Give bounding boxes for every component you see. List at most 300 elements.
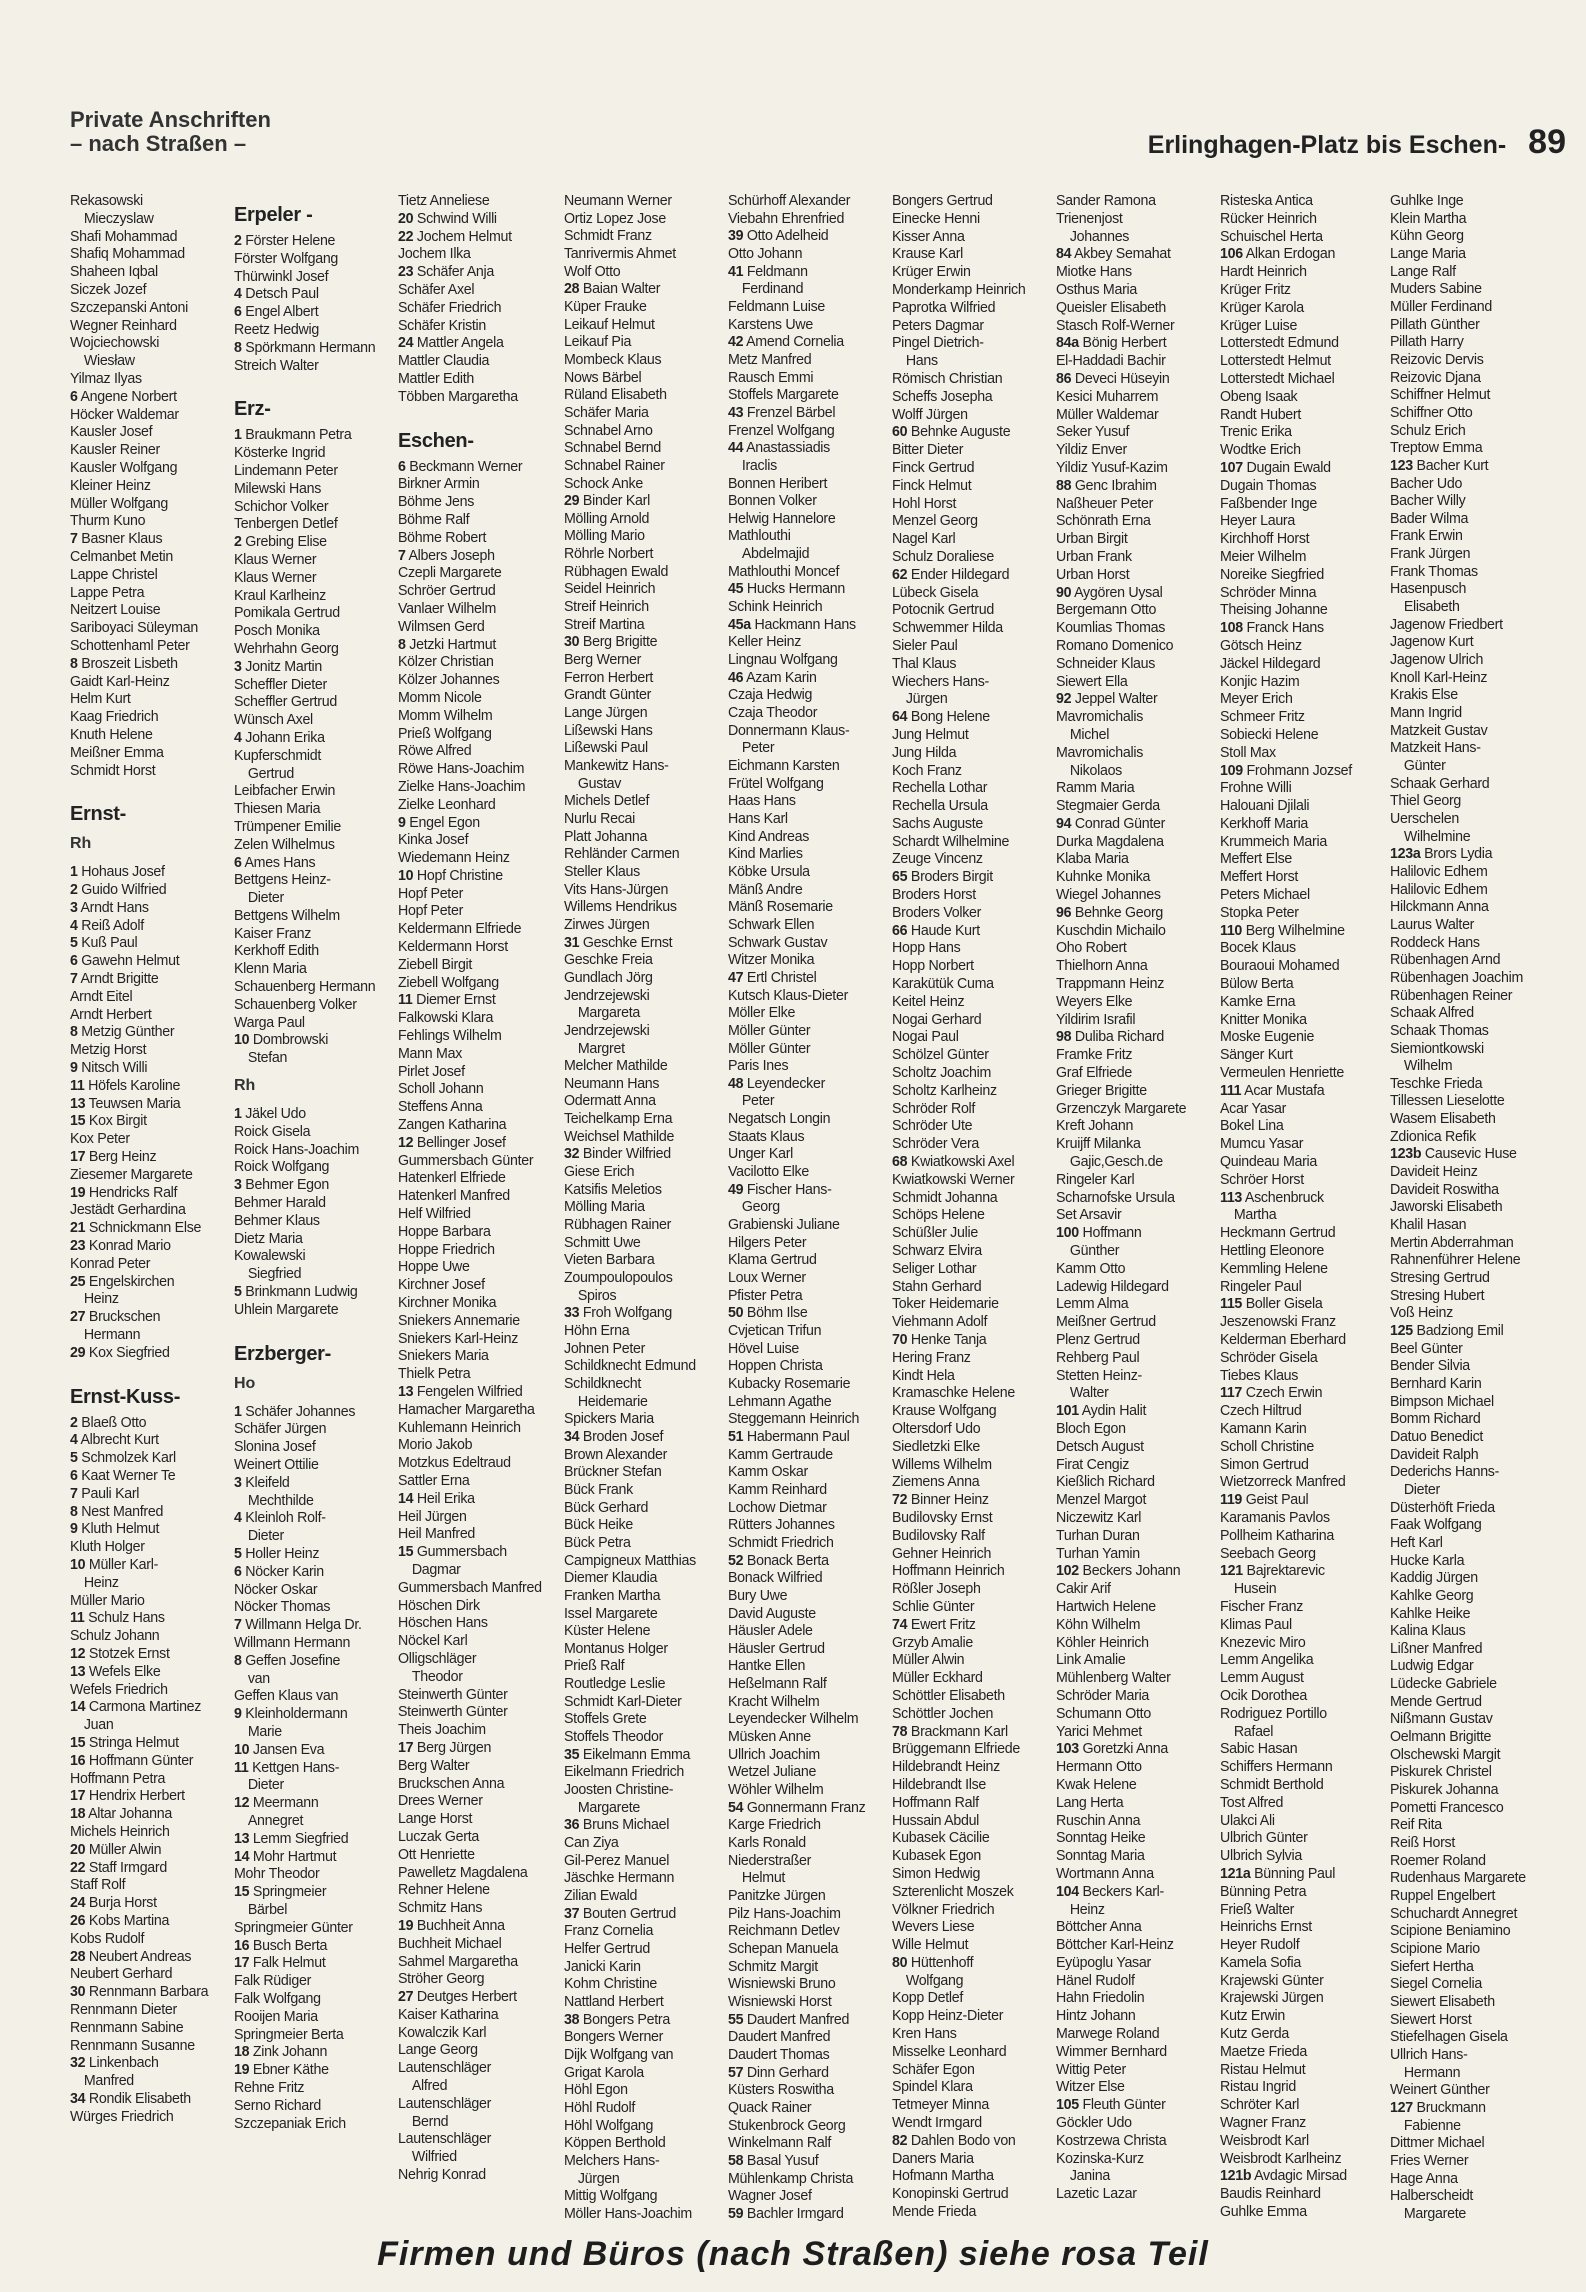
resident-name: Halouani Djilali [1220,798,1310,815]
resident-entry [1220,193,1380,211]
resident-entry [1056,1029,1216,1047]
resident-name: Mende Frieda [892,2204,977,2221]
resident-name: Dietz Maria [234,1230,303,1247]
resident-entry [1056,442,1216,460]
resident-name: Leibfacher Erwin [234,783,336,800]
resident-entry [234,926,394,944]
resident-entry [1220,407,1380,425]
resident-entry [564,1941,724,1959]
resident-entry [1390,1941,1550,1959]
resident-entry [398,1562,558,1580]
resident-entry [892,727,1052,745]
resident-entry [728,1764,888,1782]
directory-column [892,193,1054,2222]
resident-name: Arndt Eitel [70,988,133,1005]
resident-name: Tanrivermis Ahmet [564,245,676,262]
house-number: 20 [70,1841,86,1858]
resident-name: Nöcker Oskar [234,1581,318,1598]
resident-entry [234,340,394,358]
resident-entry [1390,1235,1550,1253]
resident-name: Bomm Richard [1390,1411,1481,1428]
resident-name: Krüger Fritz [1220,281,1291,298]
resident-name: Firat Cengiz [1056,1456,1130,1473]
resident-entry [1220,1136,1380,1154]
resident-name: Zink Johann [252,2044,328,2061]
resident-entry [1056,318,1216,336]
resident-name: Kox Peter [70,1131,130,1148]
resident-name: Keldermann Elfriede [398,921,522,938]
resident-entry [1056,2186,1216,2204]
resident-entry [70,2038,230,2056]
resident-name: Krummeich Maria [1220,833,1327,850]
house-number: 117 [1220,1385,1243,1402]
resident-entry [1056,585,1216,603]
resident-name: Leyendecker [746,1075,826,1092]
resident-name: Bück Gerhard [564,1499,649,1516]
resident-entry [1390,1676,1550,1694]
resident-name: Juan [83,1717,114,1734]
resident-entry [1220,2151,1380,2169]
resident-name: Pollheim Katharina [1220,1527,1335,1544]
resident-entry [70,2002,230,2020]
resident-entry [564,1252,724,1270]
resident-entry [1390,1588,1550,1606]
resident-name: Kamm Otto [1056,1260,1126,1277]
resident-entry [892,834,1052,852]
resident-entry [70,371,230,389]
resident-name: Paprotka Wilfried [892,299,996,316]
resident-entry [564,493,724,511]
resident-entry [564,864,724,882]
resident-entry [1390,1482,1550,1500]
resident-name: Yarici Mehmet [1056,1723,1142,1740]
resident-name: Queisler Elisabeth [1056,299,1167,316]
resident-name: Fleuth Günter [1082,2097,1166,2114]
resident-entry [70,1895,230,1913]
house-number: 47 [728,969,744,986]
resident-entry [1390,1747,1550,1765]
resident-name: Bettgens Wilhelm [234,907,340,924]
resident-name: Lochow Dietmar [728,1499,827,1516]
resident-entry [728,1164,888,1182]
resident-name: Wevers Liese [892,1919,975,1936]
resident-entry [564,1058,724,1076]
resident-entry [70,211,230,229]
resident-entry [728,1447,888,1465]
resident-name: Schröder Ute [892,1118,973,1135]
resident-entry [728,1835,888,1853]
resident-name: Böhme Jens [398,494,475,511]
resident-name: Heil Manfred [398,1526,476,1543]
resident-entry [892,2044,1052,2062]
street-heading: Erzberger- [234,1342,332,1365]
resident-name: Aygören Uysal [1074,584,1163,601]
resident-name: Rübenhagen Joachim [1390,969,1523,986]
resident-name: Hoffmann Petra [70,1770,166,1787]
resident-entry [892,282,1052,300]
resident-entry [1390,1923,1550,1941]
resident-name: Stoll Max [1220,744,1276,761]
resident-name: Roemer Roland [1390,1852,1486,1869]
resident-entry [1220,1635,1380,1653]
resident-name: Sniekers Annemarie [398,1312,520,1329]
resident-entry [892,2133,1052,2151]
resident-name: Dugain Thomas [1220,477,1317,494]
resident-entry [398,1028,558,1046]
resident-name: Klenn Maria [234,961,307,978]
resident-entry [1390,493,1550,511]
resident-entry [234,1439,394,1457]
resident-entry [1390,882,1550,900]
resident-name: Nöckel Karl [398,1633,468,1650]
resident-entry [234,1991,394,2009]
resident-name: Siewert Horst [1390,2011,1472,2028]
resident-name: Kutz Gerda [1220,2026,1289,2043]
house-number: 100 [1056,1225,1079,1242]
resident-entry [1390,2029,1550,2047]
resident-entry [1220,513,1380,531]
resident-entry [70,620,230,638]
resident-entry [1220,2168,1380,2186]
resident-name: Engelskirchen [88,1273,175,1290]
house-number: 8 [70,1503,78,1520]
resident-name: Lemm Siegfried [252,1830,349,1847]
resident-entry [70,567,230,585]
resident-name: Peter [741,740,775,757]
resident-entry [728,1288,888,1306]
resident-entry [1390,1093,1550,1111]
resident-entry [564,281,724,299]
resident-name: Scipione Mario [1390,1940,1480,1957]
house-number: 55 [728,2011,744,2028]
resident-entry [398,1277,558,1295]
resident-entry [564,1817,724,1835]
resident-name: Pilz Hans-Joachim [728,1905,841,1922]
resident-name: Höhl Wolfgang [564,2117,654,2134]
resident-entry [728,617,888,635]
resident-entry [564,1093,724,1111]
resident-name: Olligschläger [398,1650,477,1667]
resident-entry [564,952,724,970]
resident-name: Krause Wolfgang [892,1403,997,1420]
resident-entry [234,358,394,376]
resident-entry [1390,899,1550,917]
resident-entry [728,1323,888,1341]
resident-name: Burja Horst [88,1895,157,1912]
resident-entry [398,583,558,601]
resident-entry [1056,1635,1216,1653]
resident-name: Halilovic Edhem [1390,881,1488,898]
resident-entry [234,2062,394,2080]
resident-name: Willmann Hermann [234,1634,351,1651]
resident-name: Naßheuer Peter [1056,495,1154,512]
resident-entry [1220,1902,1380,1920]
resident-name: Pomikala Gertrud [234,605,340,622]
resident-name: Jung Helmut [892,726,969,743]
resident-entry [70,1220,230,1238]
resident-entry [1390,1358,1550,1376]
resident-entry [564,370,724,388]
resident-name: Uhlein Margarete [234,1301,339,1318]
resident-entry [234,837,394,855]
resident-entry [892,1136,1052,1154]
resident-entry [1220,940,1380,958]
resident-name: Reiß Adolf [81,917,144,934]
house-number: 7 [234,1617,242,1634]
resident-name: Rübhagen Ewald [564,563,669,580]
resident-name: Willems Hendrikus [564,899,677,916]
resident-entry [892,389,1052,407]
house-number: 106 [1220,246,1243,263]
resident-entry [398,1188,558,1206]
resident-entry [564,1323,724,1341]
resident-entry [728,988,888,1006]
resident-entry [892,940,1052,958]
resident-name: Willmann Helga Dr. [245,1617,362,1634]
resident-entry [234,233,394,251]
resident-name: Rechella Ursula [892,798,988,815]
resident-entry [398,2078,558,2096]
resident-entry [564,740,724,758]
resident-entry [1220,2115,1380,2133]
resident-name: Kösterke Ingrid [234,445,326,462]
resident-name: Scheffler Gertrud [234,694,337,711]
resident-entry [728,352,888,370]
resident-name: Osthus Maria [1056,281,1138,298]
resident-entry [564,317,724,335]
resident-entry [1390,1146,1550,1164]
resident-name: Klaus Werner [234,569,317,586]
resident-name: Matzkeit Gustav [1390,722,1488,739]
resident-name: Häusler Adele [728,1623,813,1640]
resident-name: Luczak Gerta [398,1828,480,1845]
resident-entry [892,1207,1052,1225]
resident-entry [70,513,230,531]
resident-name: Göckler Udo [1056,2115,1132,2132]
resident-name: Kamela Sofia [1220,1954,1302,1971]
resident-entry [1056,1919,1216,1937]
resident-entry [398,1598,558,1616]
resident-name: Höhn Erna [564,1323,630,1339]
resident-name: Spindel Klara [892,2079,973,2096]
resident-name: Set Arsavir [1056,1207,1122,1224]
resident-name: Platt Johanna [564,828,648,845]
resident-entry [234,979,394,997]
resident-entry [1056,869,1216,887]
resident-entry [1056,763,1216,781]
resident-name: Melchers Hans- [564,2152,660,2169]
resident-entry [564,2012,724,2030]
resident-name: Gummersbach Günter [398,1152,534,1169]
resident-name: Bloch Egon [1056,1420,1126,1437]
resident-name: Dagmar [411,1561,461,1578]
resident-name: Jäkel Udo [245,1106,306,1123]
resident-entry [564,1270,724,1288]
resident-entry [398,1954,558,1972]
resident-entry [564,1199,724,1217]
resident-name: Höhl Rudolf [564,2099,636,2116]
resident-entry [1220,1777,1380,1795]
resident-name: Margret [577,1040,625,1057]
resident-name: Lemm Angelika [1220,1652,1314,1669]
resident-entry [1220,1243,1380,1261]
resident-name: Reizovic Djana [1390,369,1481,386]
resident-entry [70,424,230,442]
resident-entry [70,318,230,336]
resident-name: Kutz Erwin [1220,2008,1285,2025]
resident-entry [728,846,888,864]
resident-entry [70,585,230,603]
resident-entry [398,211,558,229]
resident-name: Schönrath Erna [1056,513,1151,530]
house-number: 41 [728,263,744,280]
resident-name: Kesici Muharrem [1056,388,1159,405]
house-number: 60 [892,424,908,441]
resident-entry [1220,1973,1380,1991]
resident-name: Rennmann Susanne [70,2037,195,2054]
resident-name: Rütters Johannes [728,1517,835,1534]
house-number: 2 [70,1414,78,1431]
resident-name: Brown Alexander [564,1446,668,1463]
resident-name: Sattler Erna [398,1472,470,1489]
resident-name: Nöcker Thomas [234,1599,331,1616]
resident-name: Jung Hilda [892,744,957,761]
house-number: 18 [70,1806,86,1823]
resident-name: Viebahn Ehrenfried [728,210,845,227]
resident-entry [234,499,394,517]
house-number: 30 [564,634,580,651]
resident-name: Schiffner Otto [1390,404,1473,421]
resident-entry [892,1029,1052,1047]
resident-name: Rekasowski [70,193,143,209]
resident-name: Hans Karl [728,810,788,827]
resident-name: Nurlu Recai [564,810,636,827]
resident-name: Krüger Luise [1220,317,1298,334]
resident-entry [234,961,394,979]
resident-entry [234,588,394,606]
resident-name: Grabienski Juliane [728,1217,840,1234]
resident-name: Müller Wolfgang [70,495,169,512]
resident-name: Janina [1069,2168,1110,2185]
resident-name: Stahn Gerhard [892,1278,982,1295]
resident-entry [892,1599,1052,1617]
resident-entry [1390,299,1550,317]
resident-entry [398,1758,558,1776]
resident-entry [1056,1706,1216,1724]
resident-entry [398,246,558,264]
resident-name: Kostrzewa Christa [1056,2132,1167,2149]
resident-name: Köppen Berthold [564,2135,666,2152]
resident-name: Milewski Hans [234,480,322,497]
resident-entry [564,935,724,953]
resident-entry [398,335,558,353]
resident-entry [398,1580,558,1598]
house-number: 27 [398,1989,414,2006]
resident-name: Geffen Klaus van [234,1688,339,1705]
resident-name: Müller Mario [70,1592,145,1609]
resident-entry [728,1782,888,1800]
resident-name: Sachs Auguste [892,815,984,832]
resident-entry [1056,264,1216,282]
resident-entry [892,1510,1052,1528]
resident-entry [1390,2065,1550,2083]
resident-name: Slonina Josef [234,1439,316,1456]
resident-entry [728,723,888,741]
house-number: 17 [70,1149,86,1166]
resident-name: Kamm Oskar [728,1464,808,1481]
resident-name: Meißner Gertrud [1056,1314,1156,1331]
house-number: 2 [234,534,242,551]
resident-entry [1390,758,1550,776]
resident-name: Gummersbach [416,1544,507,1561]
house-number: 59 [728,2205,744,2222]
resident-entry [70,691,230,709]
resident-name: Ullrich Joachim [728,1746,820,1763]
resident-name: Metzig Horst [70,1042,147,1059]
resident-name: Wolfgang [905,1972,964,1989]
resident-entry [892,549,1052,567]
resident-name: Mohr Theodor [234,1866,320,1883]
resident-entry [1220,1207,1380,1225]
resident-entry [892,958,1052,976]
resident-entry [892,1012,1052,1030]
resident-entry [398,619,558,637]
resident-entry [70,1521,230,1539]
resident-entry [1220,1101,1380,1119]
resident-entry [1220,1848,1380,1866]
resident-name: Jaworski Elisabeth [1390,1199,1503,1216]
house-number: 23 [398,264,414,281]
resident-entry [892,1528,1052,1546]
resident-name: Bury Uwe [728,1587,788,1604]
resident-name: Gundlach Jörg [564,969,653,986]
resident-entry [70,531,230,549]
resident-name: Sieler Paul [892,637,958,654]
resident-entry [564,546,724,564]
resident-entry [1220,1172,1380,1190]
resident-entry [892,638,1052,656]
resident-entry [398,1509,558,1527]
resident-name: Czaja Theodor [728,705,818,722]
resident-name: Möller Elke [728,1005,796,1022]
resident-entry [728,2118,888,2136]
resident-name: Meier Wilhelm [1220,548,1307,565]
resident-name: Konopinski Gertrud [892,2186,1009,2203]
resident-name: Steinwerth Günter [398,1704,508,1721]
resident-name: Reetz Hedwig [234,321,319,338]
resident-name: Rooijen Maria [234,2008,318,2025]
resident-name: Meermann [252,1795,319,1812]
house-number: 35 [564,1746,580,1763]
resident-entry [728,1058,888,1076]
resident-entry [728,493,888,511]
resident-entry [1056,2079,1216,2097]
resident-entry [1390,687,1550,705]
resident-entry [1390,476,1550,494]
resident-entry [398,1064,558,1082]
resident-name: Frank Erwin [1390,528,1463,545]
resident-entry [728,1888,888,1906]
resident-entry [728,2171,888,2189]
resident-entry [1390,1270,1550,1288]
resident-name: Link Amalie [1056,1652,1126,1669]
resident-entry [728,829,888,847]
resident-entry [1220,318,1380,336]
street-heading: Erz- [234,398,271,421]
resident-entry [1220,620,1380,638]
resident-entry [1390,2188,1550,2206]
house-number: 5 [234,1546,242,1562]
